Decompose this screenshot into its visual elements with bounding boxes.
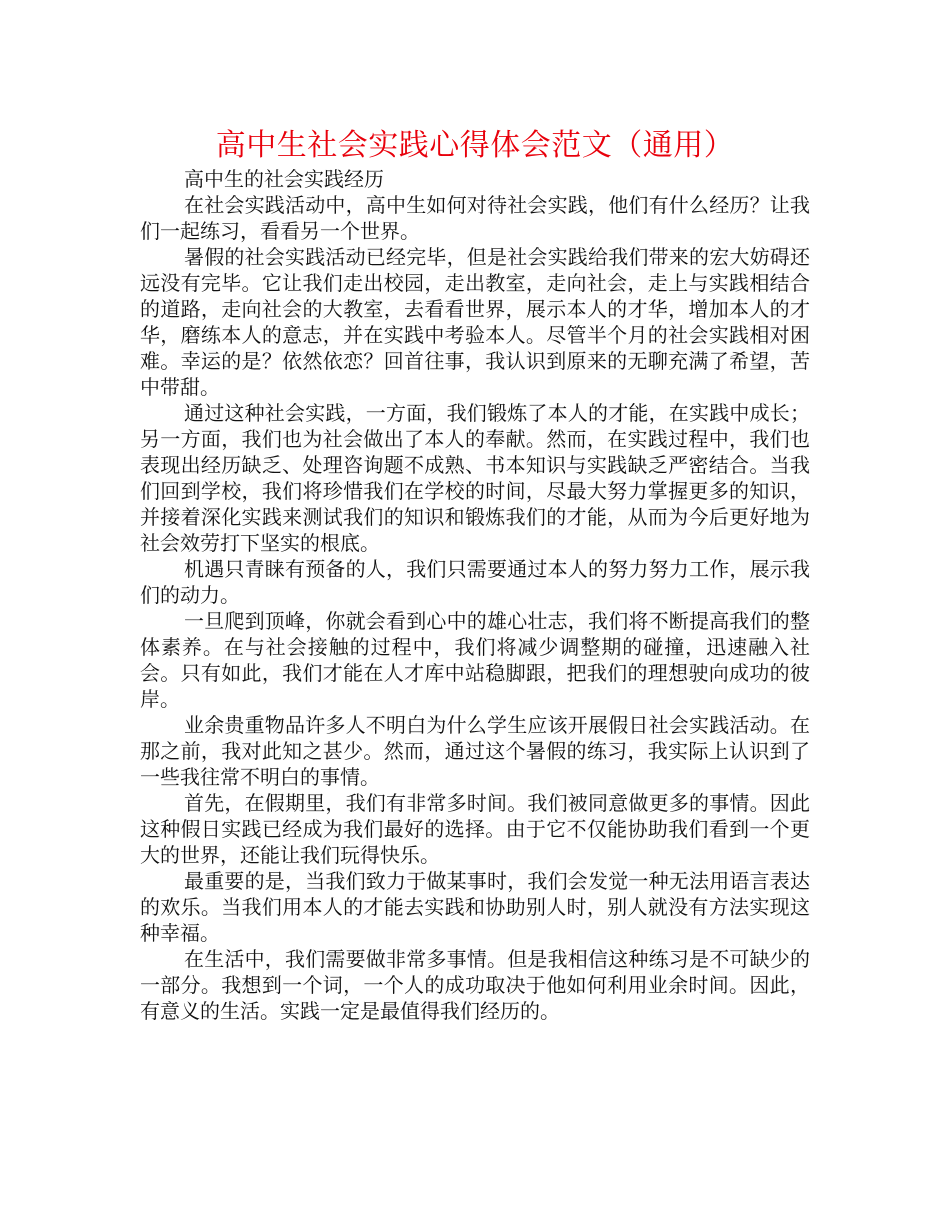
document-body [140,166,810,1024]
paragraph: 在社会实践活动中，高中生如何对待社会实践，他们有什么经历？让我们一起练习，看看另一个世界。 [140,193,810,243]
paragraph: 业余贵重物品许多人不明白为什么学生应该开展假日社会实践活动。在那之前，我对此知之甚少。然而，通过这个暑假的练习，我实际上认识到了一些我往常不明白的事情。 [140,713,810,789]
paragraph: 机遇只青睐有预备的人，我们只需要通过本人的努力努力工作，展示我们的动力。 [140,557,810,607]
document-title: 高中生社会实践心得体会范文（通用） [215,128,735,163]
paragraph: 通过这种社会实践，一方面，我们锻炼了本人的才能，在实践中成长；另一方面，我们也为社会做出了本人的奉献。然而，在实践过程中，我们也表现出经历缺乏、处理咨询题不成熟、书本知识与实践缺乏严密结合。当我们回到学校，我们将珍惜我们在学校的时间，尽最大努力掌握更多的知识，并接着深化实践来测试我们的知识和锻炼我们的才能，从而为今后更好地为社会效劳打下坚实的根底。 [140,401,810,555]
paragraph: 高中生的社会实践经历 [184,167,384,191]
paragraph: 首先，在假期里，我们有非常多时间。我们被同意做更多的事情。因此这种假日实践已经成为我们最好的选择。由于它不仅能协助我们看到一个更大的世界，还能让我们玩得快乐。 [140,791,810,867]
paragraph: 暑假的社会实践活动已经完毕，但是社会实践给我们带来的宏大妨碍还远没有完毕。它让我们走出校园，走出教室，走向社会，走上与实践相结合的道路，走向社会的大教室，去看看世界，展示本人的才华，增加本人的才华，磨练本人的意志，并在实践中考验本人。尽管半个月的社会实践相对困难。幸运的是？依然依恋？回首往事，我认识到原来的无聊充满了希望，苦中带甜。 [140,245,810,399]
paragraph: 在生活中，我们需要做非常多事情。但是我相信这种练习是不可缺少的一部分。我想到一个词，一个人的成功取决于他如何利用业余时间。因此，有意义的生活。实践一定是最值得我们经历的。 [140,947,810,1023]
paragraph: 最重要的是，当我们致力于做某事时，我们会发觉一种无法用语言表达的欢乐。当我们用本人的才能去实践和协助别人时，别人就没有方法实现这种幸福。 [140,869,810,945]
paragraph: 一旦爬到顶峰，你就会看到心中的雄心壮志，我们将不断提高我们的整体素养。在与社会接触的过程中，我们将减少调整期的碰撞，迅速融入社会。只有如此，我们才能在人才库中站稳脚跟，把我们的理想驶向成功的彼岸。 [140,609,810,711]
